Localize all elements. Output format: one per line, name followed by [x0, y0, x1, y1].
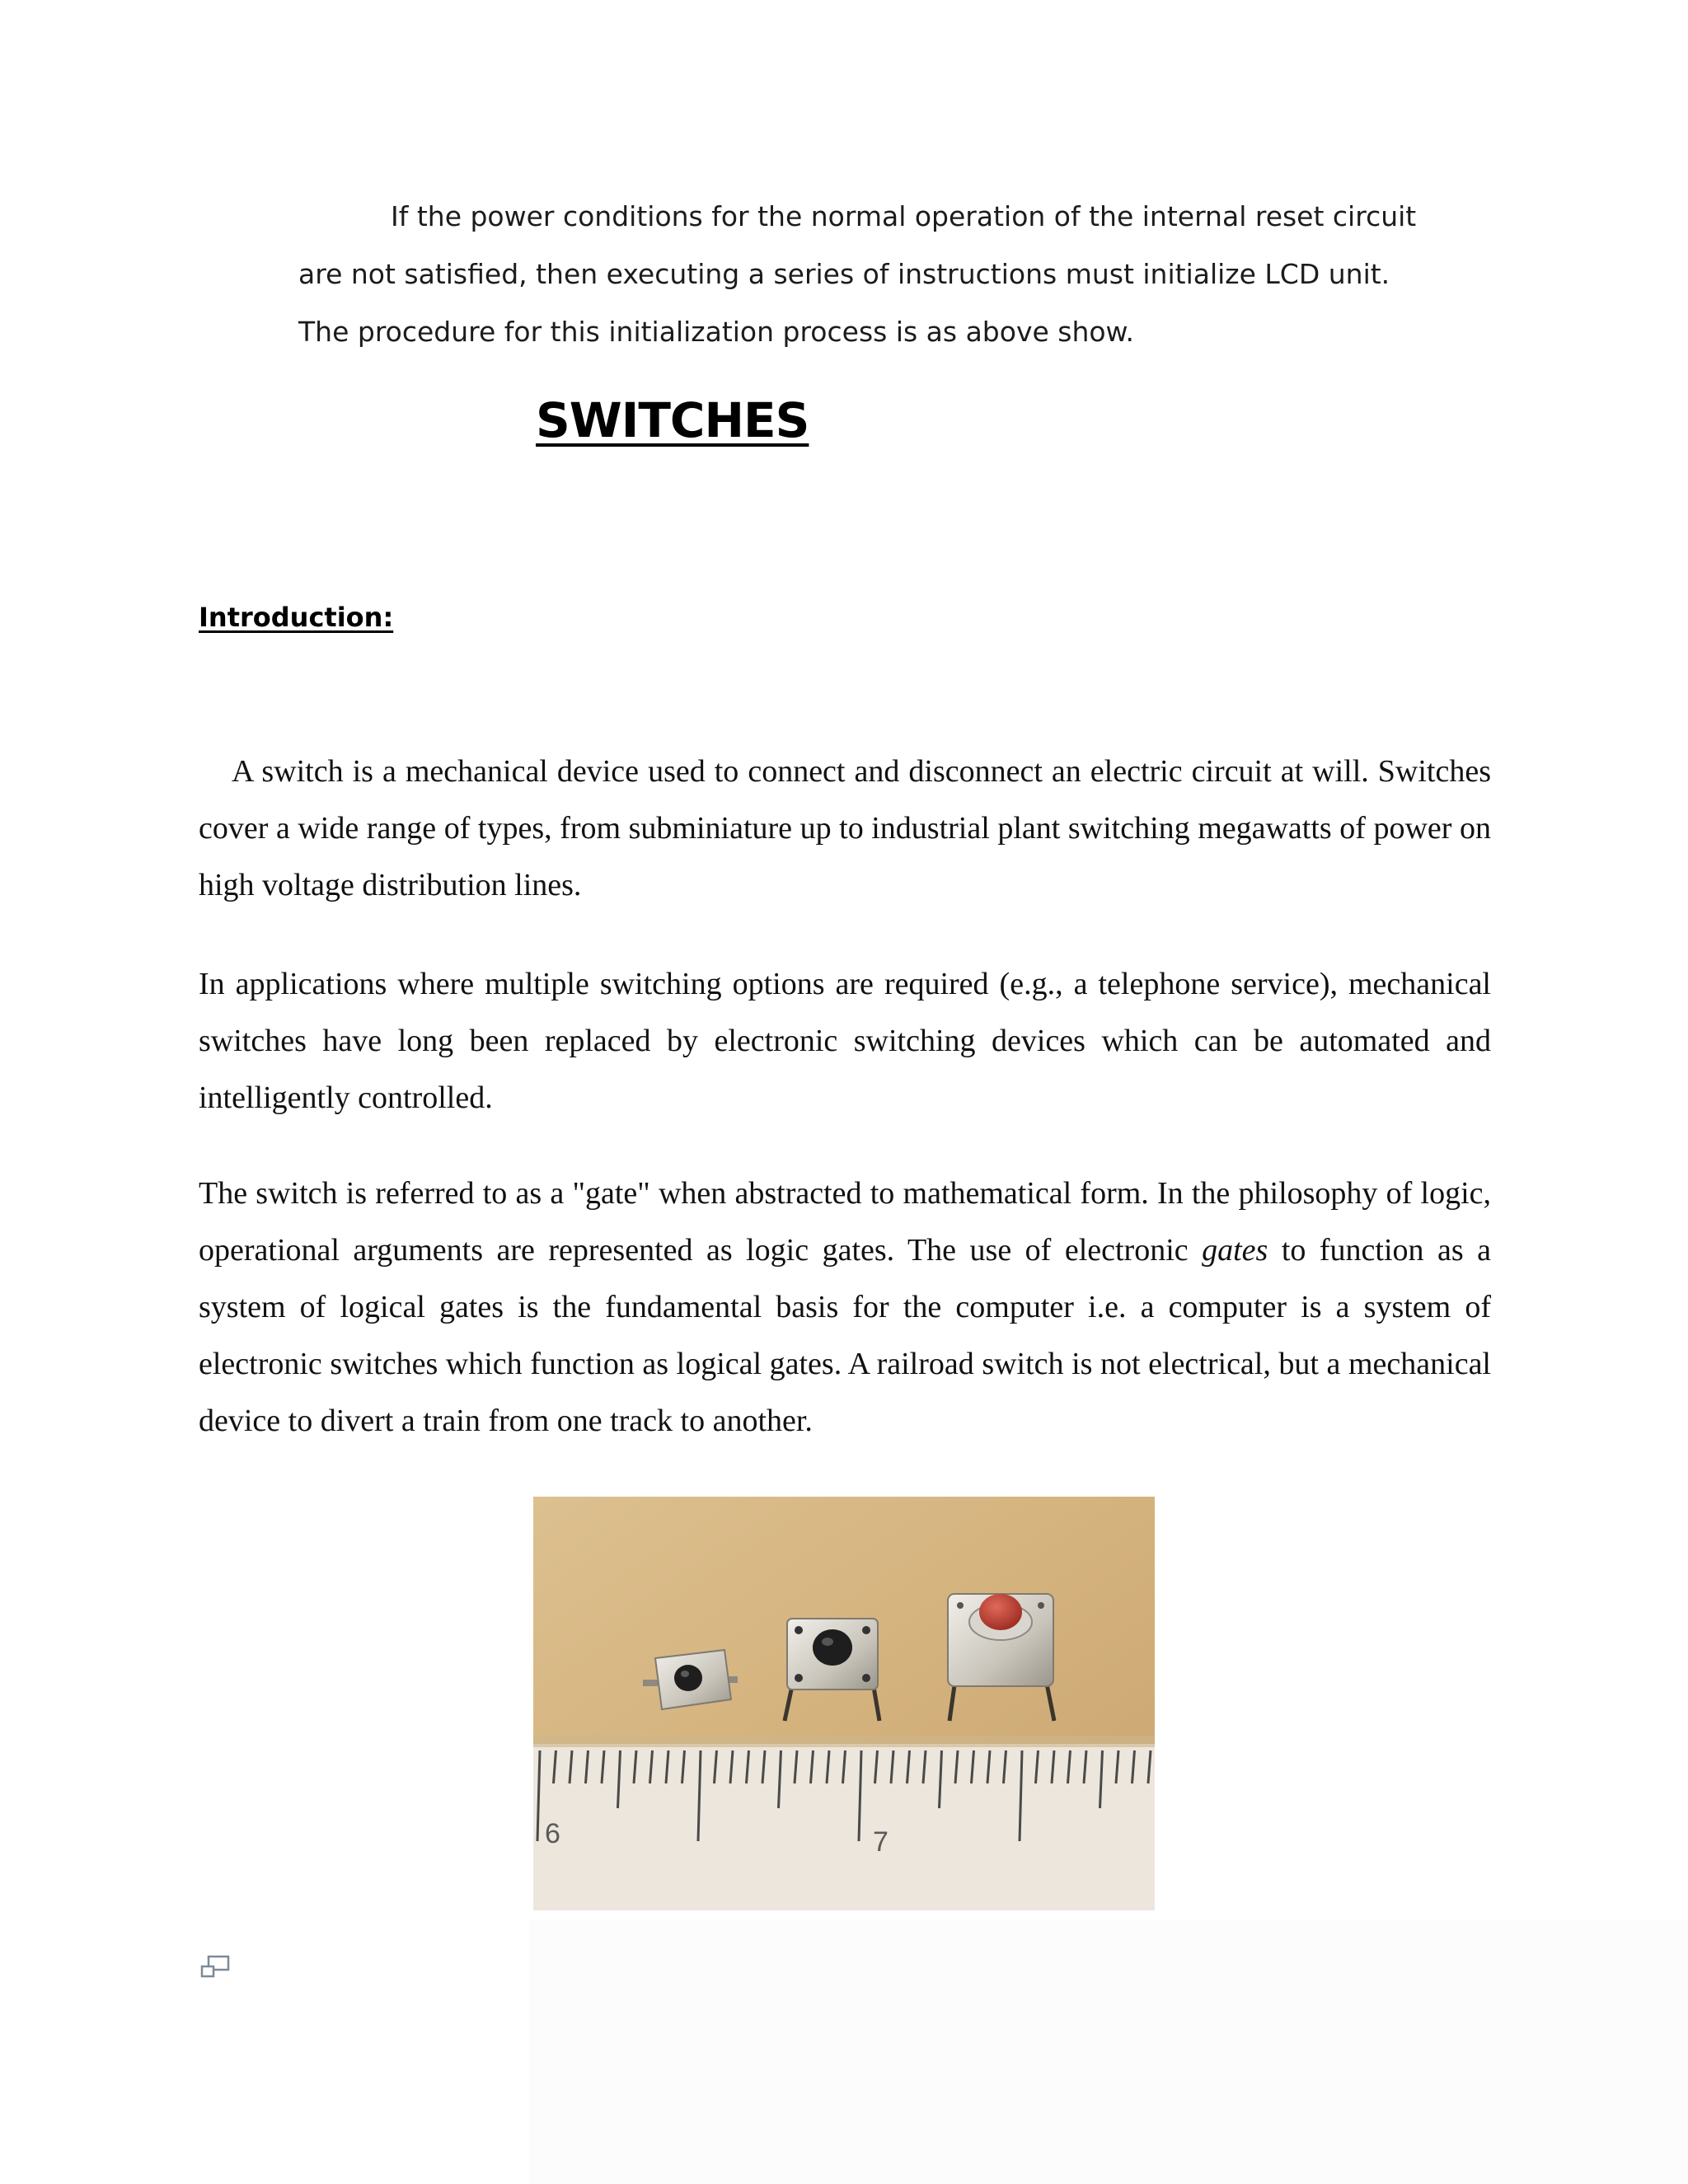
paragraph-3-after: to function as a system of logical gates is the fundamental basis for the computer i.e. a computer is a system of electronic switches which function as logical gates. A railroad switch is not electrical, but a mechanical device to divert a train from one track to another. [199, 1233, 1491, 1438]
intro-text: If the power conditions for the normal operation of the internal reset circuit are not satisfied, then executing a series of instructions must initialize LCD unit. The procedure for this initialization process is as above show. [298, 200, 1417, 348]
ruler-label-6: 6 [545, 1818, 560, 1849]
page-bottom-shade [529, 1920, 1688, 2184]
ruler-label-7: 7 [873, 1826, 889, 1858]
document-anchor-icon [200, 1955, 230, 1980]
intro-paragraph [298, 188, 1429, 361]
section-heading-introduction: Introduction: [199, 602, 394, 633]
tactile-switches-photo [533, 1497, 1155, 1910]
paragraph-3-before: The switch is referred to as a "gate" when abstracted to mathematical form. In the philosophy of logic, operational arguments are represented as logic gates. The use of electronic [199, 1176, 1491, 1268]
body-paragraph-2: In applications where multiple switching options are required (e.g., a telephone service), mechanical switches have long been replaced by electronic switching devices which can be automated and intelligently controlled. [199, 967, 1491, 1115]
body-paragraph-3 [199, 1165, 1491, 1450]
paragraph-3-italic: gates [1202, 1233, 1268, 1268]
body-paragraph-1: A switch is a mechanical device used to connect and disconnect an electric circuit at will. Switches cover a wide range of types, from subminiature up to industrial plant switching megawatts of power on high voltage distribution lines. [199, 754, 1491, 902]
page-title: SWITCHES [536, 392, 809, 448]
